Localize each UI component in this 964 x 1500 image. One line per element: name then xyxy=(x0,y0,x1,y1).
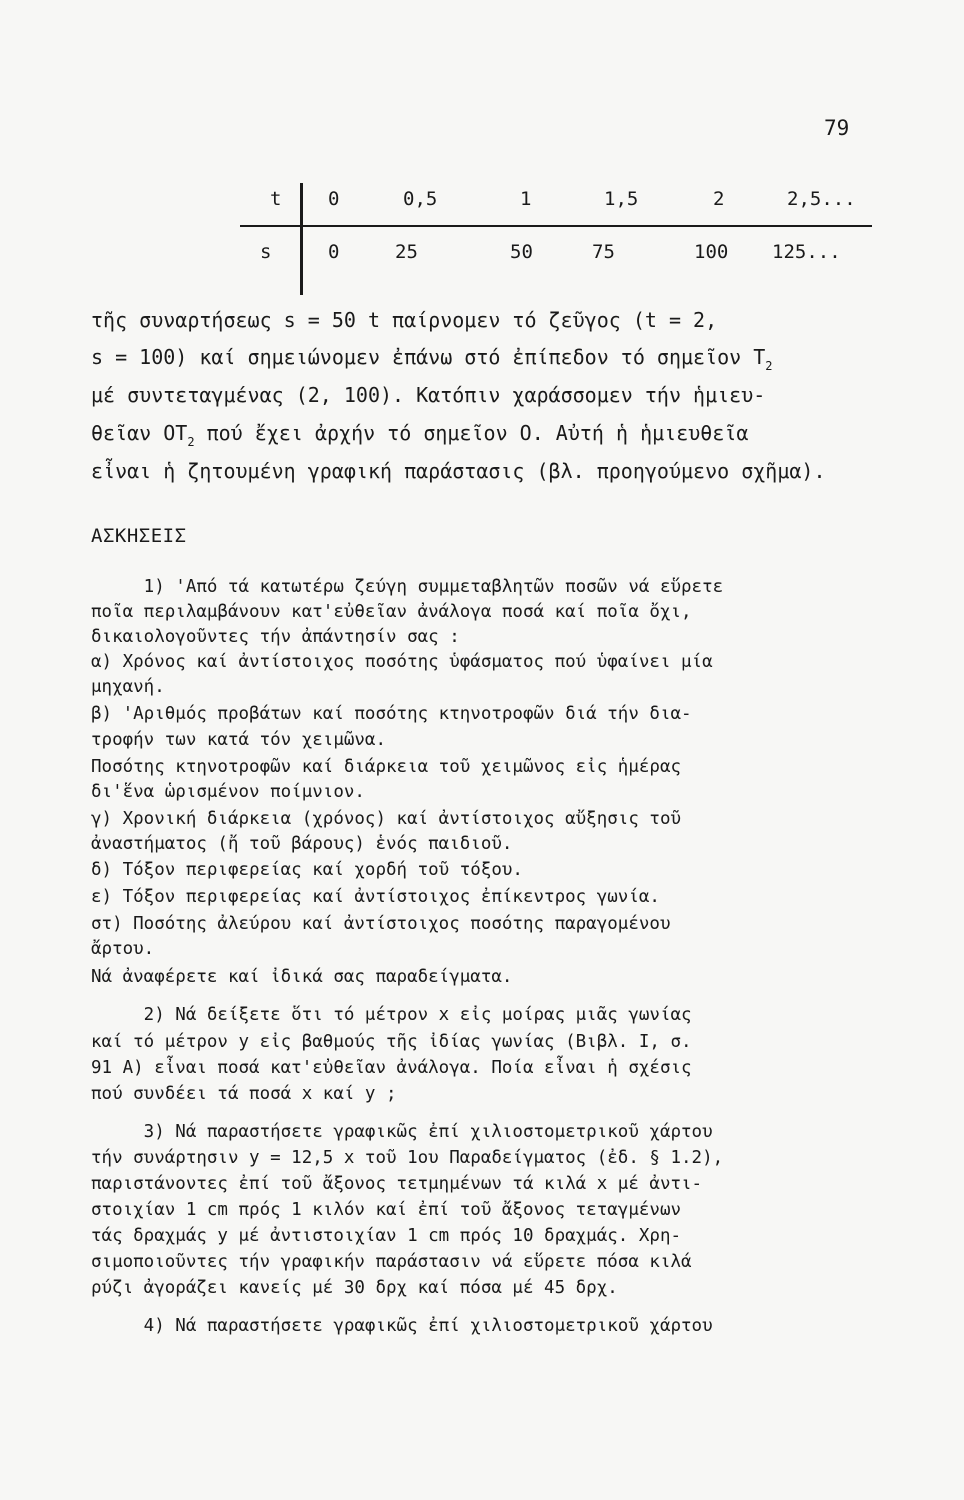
table-t-value: 1,5 xyxy=(604,188,639,210)
exercise-line: 4) Νά παραστήσετε γραφικῶς ἐπί χιλιοστομετρικοῦ χάρτου xyxy=(91,1316,713,1336)
exercise-line: τήν συνάρτησιν y = 12,5 x τοῦ 1ου Παραδείγματος (ἐδ. § 1.2), xyxy=(91,1148,724,1168)
exercise-line: πού συνδέει τά ποσά x καί y ; xyxy=(91,1084,397,1104)
exercises-heading: ΑΣΚΗΣΕΙΣ xyxy=(91,525,187,547)
subscript: 2 xyxy=(765,359,773,373)
exercise-line: τάς δραχμάς y μέ ἀντιστοιχίαν 1 cm πρός 10 δραχμάς. Χρη- xyxy=(91,1226,682,1246)
table-t-label: t xyxy=(270,188,282,210)
exercise-line: 2) Νά δείξετε ὅτι τό μέτρον x εἰς μοίρας μιᾶς γωνίας xyxy=(91,1005,692,1025)
exercise-line: Νά ἀναφέρετε καί ἰδικά σας παραδείγματα. xyxy=(91,967,513,987)
exercise-line: γ) Χρονική διάρκεια (χρόνος) καί ἀντίστοιχος αὔξησις τοῦ xyxy=(91,809,682,829)
table-t-value: 2 xyxy=(713,188,725,210)
exercise-line: μηχανή. xyxy=(91,677,165,697)
exercise-line: στ) Ποσότης ἀλεύρου καί ἀντίστοιχος ποσότης παραγομένου xyxy=(91,914,671,934)
table-t-value: 0 xyxy=(328,188,340,210)
paragraph-line xyxy=(91,345,773,373)
exercise-line: σιμοποιοῦντες τήν γραφικήν παράστασιν νά εὕρετε πόσα κιλά xyxy=(91,1252,692,1272)
exercise-line: ἀναστήματος (ἤ τοῦ βάρους) ἑνός παιδιοῦ. xyxy=(91,834,513,854)
paragraph-line: τῆς συναρτήσεως s = 50 t παίρνομεν τό ζεῦγος (t = 2, xyxy=(91,308,718,332)
paragraph-line: εἶναι ἡ ζητουμένη γραφική παράστασις (βλ. προηγούμενο σχῆμα). xyxy=(91,459,826,483)
exercise-line: β) 'Αριθμός προβάτων καί ποσότης κτηνοτροφῶν διά τήν δια- xyxy=(91,704,692,724)
table-horizontal-rule xyxy=(240,225,872,227)
paragraph-line: μέ συντεταγμένας (2, 100). Κατόπιν χαράσσομεν τήν ἡμιευ- xyxy=(91,383,766,407)
table-t-value: 1 xyxy=(520,188,532,210)
paragraph-line-text: πού ἔχει ἀρχήν τό σημεῖον O. Αὐτή ἡ ἡμιευθεῖα xyxy=(194,421,749,445)
exercise-line: ἄρτου. xyxy=(91,939,155,959)
subscript: 2 xyxy=(187,435,195,449)
table-s-value: 50 xyxy=(510,241,533,263)
exercise-line: δι'ἕνα ὡρισμένον ποίμνιον. xyxy=(91,782,365,802)
table-s-value: 125... xyxy=(772,241,841,263)
exercise-line: ποῖα περιλαμβάνουν κατ'εὐθεῖαν ἀνάλογα ποσά καί ποῖα ὄχι, xyxy=(91,602,692,622)
paragraph-line-text: θεῖαν OT xyxy=(91,421,188,445)
exercise-line: 3) Νά παραστήσετε γραφικῶς ἐπί χιλιοστομετρικοῦ χάρτου xyxy=(91,1122,713,1142)
exercise-line: παριστάνοντες ἐπί τοῦ ἄξονος τετμημένων τά κιλά x μέ ἀντι- xyxy=(91,1174,703,1194)
table-s-value: 75 xyxy=(592,241,615,263)
exercise-line: δικαιολογοῦντες τήν ἀπάντησίν σας : xyxy=(91,627,460,647)
exercise-line: ρύζι ἀγοράζει κανείς μέ 30 δρχ καί πόσα μέ 45 δρχ. xyxy=(91,1278,618,1298)
table-t-value: 0,5 xyxy=(403,188,438,210)
exercise-line: τροφήν των κατά τόν χειμῶνα. xyxy=(91,730,387,750)
exercise-line: α) Χρόνος καί ἀντίστοιχος ποσότης ὑφάσματος πού ὑφαίνει μία xyxy=(91,652,713,672)
exercise-line: 1) 'Από τά κατωτέρω ζεύγη συμμεταβλητῶν ποσῶν νά εὕρετε xyxy=(91,577,724,597)
exercise-line: στοιχίαν 1 cm πρός 1 κιλόν καί ἐπί τοῦ ἄξονος τεταγμένων xyxy=(91,1200,682,1220)
exercise-line: Ποσότης κτηνοτροφῶν καί διάρκεια τοῦ χειμῶνος εἰς ἡμέρας xyxy=(91,757,682,777)
table-s-label: s xyxy=(260,241,272,263)
exercise-line: καί τό μέτρον y εἰς βαθμούς τῆς ἰδίας γωνίας (Βιβλ. Ι, σ. xyxy=(91,1032,692,1052)
exercise-line: 91 Α) εἶναι ποσά κατ'εὐθεῖαν ἀνάλογα. Ποία εἶναι ἡ σχέσις xyxy=(91,1058,692,1078)
page-number: 79 xyxy=(824,116,850,140)
exercise-line: ε) Τόξον περιφερείας καί ἀντίστοιχος ἐπίκεντρος γωνία. xyxy=(91,887,660,907)
paragraph-line-text: s = 100) καί σημειώνομεν ἐπάνω στό ἐπίπεδον τό σημεῖον T xyxy=(91,345,766,369)
table-vertical-rule xyxy=(300,183,303,295)
table-s-value: 25 xyxy=(395,241,418,263)
values-table xyxy=(230,183,870,295)
table-s-value: 100 xyxy=(694,241,729,263)
table-s-value: 0 xyxy=(328,241,340,263)
paragraph-line xyxy=(91,421,749,449)
exercise-line: δ) Τόξον περιφερείας καί χορδή τοῦ τόξου. xyxy=(91,860,523,880)
table-t-value: 2,5... xyxy=(787,188,856,210)
